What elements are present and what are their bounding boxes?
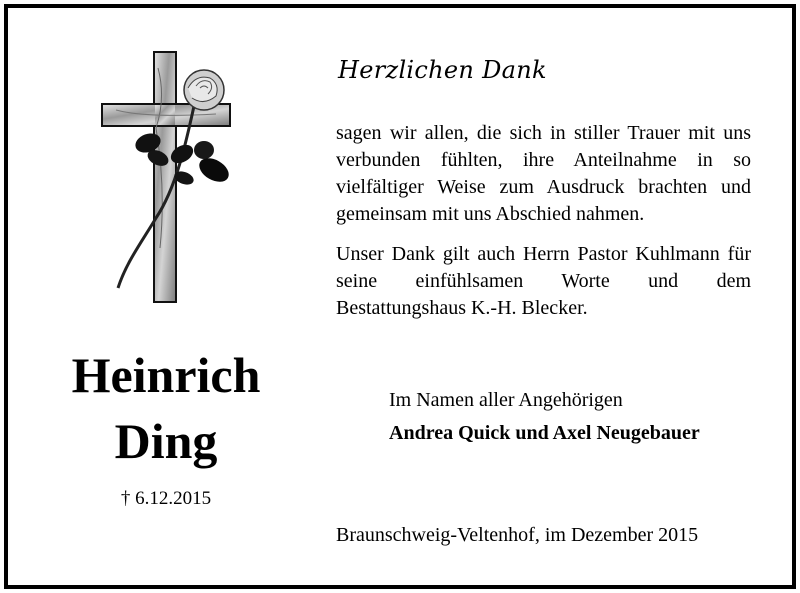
cross-with-rose-icon [96, 48, 246, 310]
thanks-heading: Herzlichen Dank [338, 56, 547, 84]
place-and-date: Braunschweig-Veltenhof, im Dezember 2015 [336, 524, 699, 546]
signature-intro: Im Namen aller Angehörigen [389, 389, 623, 411]
deceased-name [38, 342, 294, 474]
deceased-first-name: Heinrich [71, 347, 261, 403]
thanks-paragraph-1: sagen wir allen, die sich in stiller Trauer mit uns verbunden fühlten, ihre Anteilnahme in so vielfältiger Weise zum Ausdruck brachten und gemeinsam mit uns Abschied nahmen. [336, 122, 751, 225]
thanks-paragraph-2: Unser Dank gilt auch Herrn Pastor Kuhlmann für seine einfühlsamen Worte und dem Bestattungshaus K.-H. Blecker. [336, 243, 751, 319]
death-date: † 6.12.2015 [120, 488, 212, 509]
deceased-last-name: Ding [114, 413, 218, 469]
signature-names: Andrea Quick und Axel Neugebauer [389, 422, 700, 444]
